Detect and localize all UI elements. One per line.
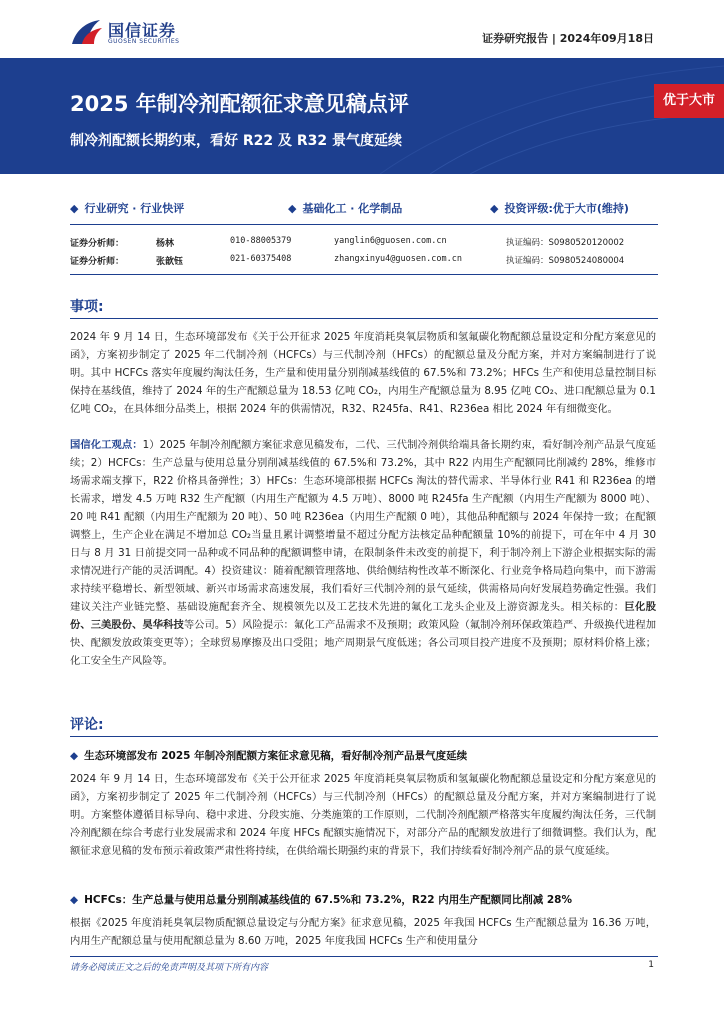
logo-mark-icon xyxy=(70,16,104,48)
related-stocks: 巨化股份、三美股份、昊华科技 xyxy=(70,601,657,631)
logo-name-en: GUOSEN SECURITIES xyxy=(108,38,180,45)
diamond-icon: ◆ xyxy=(70,202,79,215)
report-type-date: 证券研究报告 | 2024年09月18日 xyxy=(482,32,654,45)
report-info-row xyxy=(70,200,658,216)
page-header xyxy=(0,0,724,58)
divider xyxy=(70,736,658,737)
view-lead: 国信化工观点： xyxy=(70,439,143,451)
investment-rating: ◆ 投资评级:优于大市(维持) xyxy=(490,202,629,215)
event-paragraph: 2024 年 9 月 14 日，生态环境部发布《关于公开征求 2025 年度消耗臭氧层物质和氢氟碳化物配额总量设定和分配方案意见的函》，方案初步制定了 2025 年二代制冷剂（HCFCs）与三代制冷剂（HFCs）的配额总量及分配方案，并对方案编制进行了说明。其中 HCFCs 落实年度履约淘汰任务，生产量和使用量分别削减基线值的 67.5%和 73.2%；HFCs 生产和使用总量控制目标保持在基线值，维持了 2024 年的生产配额总量为 18.53 亿吨 CO₂，内用生产配额总量为 8.95 亿吨 CO₂、进口配额总量为 0.1 亿吨 CO₂，在具体细分品类上，根据 2024 年的供需情况，R32、R245fa、R41、R236ea 相比 2024 年有细微变化。 xyxy=(70,331,656,415)
diamond-icon: ◆ xyxy=(288,202,297,215)
disclaimer-note: 请务必阅读正文之后的免责声明及其项下所有内容 xyxy=(70,963,269,973)
rating-tag: 优于大市 xyxy=(654,84,724,118)
analyst-row: 证券分析师： 杨林 010-88005379 yanglin6@guosen.com.cn 执证编码：S0980520120002 xyxy=(70,236,625,249)
divider xyxy=(70,224,658,225)
view-paragraph: 国信化工观点：1）2025 年制冷剂配额方案征求意见稿发布，二代、三代制冷剂供给端具备长期约束，看好制冷剂产品景气度延续；2）HCFCs：生产总量与使用总量分别削减基线值的 67.5%和 73.2%，其中 R22 内用生产配额同比削减约 28%，维修市场需求端支撑下，R22 价格具备弹性；3）HFCs：生态环境部根据 HCFCs 淘汰的替代需求、半导体行业 R41 和 R236ea 的增长需求，增发 4.5 万吨 R32 生产配额（内用生产配额为 4.5 万吨）、8000 吨 R245fa 生产配额（内用生产配额为 8000 吨）、20 吨 R41 配额（内用生产配额为 20 吨）、50 吨 R236ea（内用生产配额 0 吨），其他品种配额与 2024 年保持一致；在配额调整上，生产企业在满足不增加总 CO₂当量且累计调整增量不超过分配方法核定品种配额量 10%的前提下，可在年中 4 月 30 日与 8 月 31 日前提交同一品种或不同品种的配额调整申请，在限制条件未改变的前提下，利于制冷剂上下游企业根据实际的需求情况进行产能的灵活调配。4）投资建议：随着配额管理落地、供给侧结构性改革不断深化、行业竞争格局趋向集中，而下游需求持续平稳增长、新型领域、新兴市场需求高速发展，我们看好三代制冷剂的景气延续，供需格局向好发展趋势确定性强。我们建议关注产业链完整、基础设施配套齐全、规模领先以及工艺技术先进的氟化工龙头企业及上游资源龙头。相关标的：巨化股份、三美股份、昊华科技等公司。5）风险提示：氟化工产品需求不及预期；政策风险（氟制冷剂环保政策趋严、升级换代进程加快、配额发放政策变更等）；全球贸易摩擦及出口受阻；地产周期景气度低迷；各公司项目投产进度不及预期；原材料价格上涨；化工安全生产风险等。 xyxy=(70,439,657,667)
analyst-row: 证券分析师： 张歆钰 021-60375408 zhangxinyu4@guosen.com.cn 执证编码：S0980524080004 xyxy=(70,254,625,267)
review-paragraph-1: 2024 年 9 月 14 日，生态环境部发布《关于公开征求 2025 年度消耗臭氧层物质和氢氟碳化物配额总量设定和分配方案意见的函》，方案初步制定了 2025 年二代制冷剂（HCFCs）与三代制冷剂（HFCs）的配额总量及分配方案，并对方案编制进行了说明。方案整体遵循目标导向、稳中求进、分段实施、分类施策的工作原则，二代制冷剂配额严格落实年度履约淘汰任务，三代制冷剂配额在综合考虑行业发展需求和 2024 年度 HFCs 配额实施情况下，对部分产品的配额发放进行了细微调整。我们认为，配额征求意见稿的发布预示着政策严肃性将持续，在供给端长期强约束的背景下，我们持续看好制冷剂产品的景气度延续。 xyxy=(70,773,656,857)
section-title-review: 评论: xyxy=(70,717,104,733)
report-subtitle: 制冷剂配额长期约束，看好 R22 及 R32 景气度延续 xyxy=(70,133,403,149)
guosen-logo xyxy=(70,16,220,50)
section-title-event: 事项: xyxy=(70,299,104,315)
report-title: 2025 年制冷剂配额征求意见稿点评 xyxy=(70,92,409,116)
report-category: ◆ 行业研究 · 行业快评 xyxy=(70,202,185,215)
report-industry: ◆ 基础化工 · 化学制品 xyxy=(288,202,403,215)
subheading-2: ◆ HCFCs：生产总量与使用总量分别削减基线值的 67.5%和 73.2%，R22 内用生产配额同比削减 28% xyxy=(70,894,573,906)
analyst-email[interactable]: yanglin6@guosen.com.cn xyxy=(334,236,447,246)
title-banner xyxy=(0,58,724,174)
diamond-icon: ◆ xyxy=(70,894,79,906)
divider xyxy=(70,318,658,319)
diamond-icon: ◆ xyxy=(490,202,499,215)
review-paragraph-2: 根据《2025 年度消耗臭氧层物质配额总量设定与分配方案》征求意见稿，2025 年我国 HCFCs 生产配额总量为 16.36 万吨，内用生产配额总量与使用配额总量为 8.60 万吨，2025 年度我国 HCFCs 生产和使用量分 xyxy=(70,917,656,947)
logo-name-cn: 国信证券 xyxy=(108,21,177,40)
diamond-icon: ◆ xyxy=(70,750,79,762)
analyst-list xyxy=(70,236,658,272)
analyst-email[interactable]: zhangxinyu4@guosen.com.cn xyxy=(334,254,462,264)
divider xyxy=(70,274,658,275)
page-number: 1 xyxy=(648,960,654,970)
footer-divider xyxy=(70,956,658,957)
subheading-1: ◆ 生态环境部发布 2025 年制冷剂配额方案征求意见稿，看好制冷剂产品景气度延续 xyxy=(70,750,468,762)
